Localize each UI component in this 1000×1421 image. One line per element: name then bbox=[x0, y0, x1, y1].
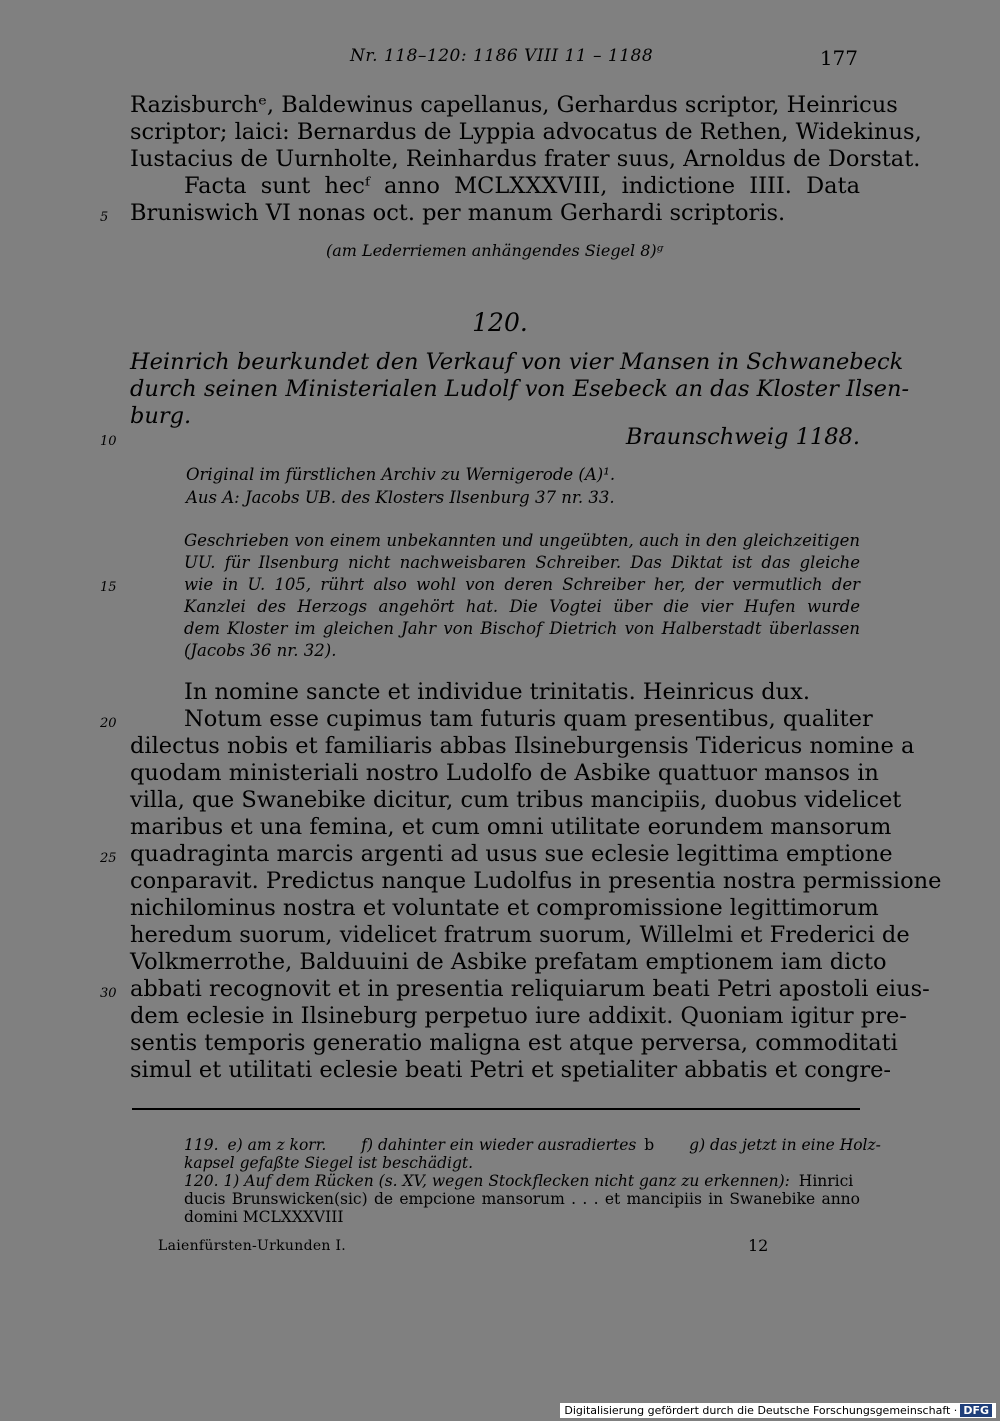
line-number: 15 bbox=[100, 580, 117, 595]
text-line: quodam ministeriali nostro Ludolfo de Asbike quattuor mansos in bbox=[130, 760, 879, 786]
text-line: Notum esse cupimus tam futuris quam presentibus, qualiter bbox=[184, 706, 873, 732]
text-line: Bruniswich VI nonas oct. per manum Gerhardi scriptoris. bbox=[130, 200, 786, 226]
sheet-signature: 12 bbox=[748, 1236, 769, 1255]
credit-text: Digitalisierung gefördert durch die Deutsche Forschungsgemeinschaft · bbox=[564, 1404, 958, 1417]
text-line: maribus et una femina, et cum omni utilitate eorundem mansorum bbox=[130, 814, 892, 840]
commentary-line: UU. für Ilsenburg nicht nachweisbaren Schreiber. Das Diktat ist das gleiche bbox=[184, 553, 860, 572]
footnote-number: 119. bbox=[184, 1136, 219, 1154]
footnote-line bbox=[184, 1173, 860, 1191]
series-title: Laienfürsten-Urkunden I. bbox=[158, 1238, 347, 1254]
page-number: 177 bbox=[819, 46, 858, 70]
text-line: Iustacius de Uurnholte, Reinhardus frater suus, Arnoldus de Dorstat. bbox=[130, 146, 921, 172]
footnote-f-letter: b bbox=[644, 1136, 655, 1154]
text-line: quadraginta marcis argenti ad usus sue eclesie legittima emptione bbox=[130, 841, 893, 867]
footnote-line: domini MCLXXXVIII bbox=[184, 1208, 344, 1226]
text-line: dilectus nobis et familiaris abbas Ilsineburgensis Tidericus nomine a bbox=[130, 733, 915, 759]
commentary-line: (Jacobs 36 nr. 32). bbox=[184, 641, 337, 660]
commentary-line: Geschrieben von einem unbekannten und ungeübten, auch in den gleichzeitigen bbox=[184, 531, 860, 550]
line-number: 20 bbox=[100, 716, 117, 731]
dfg-logo: DFG bbox=[960, 1404, 992, 1417]
line-number: 5 bbox=[100, 210, 109, 225]
text-line: nichilominus nostra et voluntate et compromissione legittimorum bbox=[130, 895, 879, 921]
digitization-credit bbox=[560, 1403, 996, 1418]
regest-line: durch seinen Ministerialen Ludolf von Esebeck an das Kloster Ilsen- bbox=[130, 376, 910, 402]
footnote-rule bbox=[132, 1108, 860, 1110]
text-line: conparavit. Predictus nanque Ludolfus in presentia nostra permissione bbox=[130, 868, 942, 894]
text-line: sentis temporis generatio maligna est atque perversa, commoditati bbox=[130, 1030, 898, 1056]
seal-note: (am Lederriemen anhängendes Siegel 8)ᵍ bbox=[326, 241, 664, 260]
commentary-line: dem Kloster im gleichen Jahr von Bischof Dietrich von Halberstadt überlassen bbox=[184, 619, 860, 638]
commentary-line: wie in U. 105, rührt also wohl von deren Schreiber her, der vermutlich der bbox=[184, 575, 860, 594]
text-line: simul et utilitati eclesie beati Petri et spetialiter abbatis et congre- bbox=[130, 1057, 892, 1083]
text-line: dem eclesie in Ilsineburg perpetuo iure addixit. Quoniam igitur pre- bbox=[130, 1003, 907, 1029]
document-number: 120. bbox=[472, 308, 528, 337]
place-date: Braunschweig 1188. bbox=[625, 424, 860, 450]
text-line: In nomine sancte et individue trinitatis. Heinricus dux. bbox=[184, 679, 811, 705]
running-header bbox=[130, 46, 860, 72]
footnote-120-1-text: Hinrici bbox=[798, 1172, 854, 1190]
header-reference: Nr. 118–120: 1186 VIII 11 – 1188 bbox=[350, 46, 654, 66]
provenance-line: Aus A: Jacobs UB. des Klosters Ilsenburg 37 nr. 33. bbox=[186, 488, 615, 507]
line-number: 25 bbox=[100, 851, 117, 866]
text-line: Volkmerrothe, Balduuini de Asbike prefatam emptionem iam dicto bbox=[130, 949, 887, 975]
footnote-120-1: 120. 1) Auf dem Rücken (s. XV, wegen Stockflecken nicht ganz zu erkennen): bbox=[184, 1172, 790, 1190]
regest-line: burg. bbox=[130, 403, 192, 429]
commentary-line: Kanzlei des Herzogs angehört hat. Die Vogtei über die vier Hufen wurde bbox=[184, 597, 860, 616]
text-line: abbati recognovit et in presentia reliquiarum beati Petri apostoli eius- bbox=[130, 976, 930, 1002]
footnote-line: ducis Brunswicken(sic) de empcione mansorum . . . et mancipiis in Swanebike anno bbox=[184, 1190, 860, 1208]
text-line: heredum suorum, videlicet fratrum suorum, Willelmi et Frederici de bbox=[130, 922, 910, 948]
footnote-e: e) am z korr. bbox=[227, 1136, 327, 1154]
footnote-g: g) das jetzt in eine Holz- bbox=[689, 1136, 881, 1154]
footnote-g-cont: kapsel gefaßte Siegel ist beschädigt. bbox=[184, 1154, 474, 1172]
footnote-f: f) dahinter ein wieder ausradiertes bbox=[361, 1136, 637, 1154]
text-line: Facta sunt hecᶠ anno MCLXXXVIII, indictione IIII. Data bbox=[184, 173, 860, 199]
regest-line: Heinrich beurkundet den Verkauf von vier Mansen in Schwanebeck bbox=[130, 349, 904, 375]
footnote-line bbox=[184, 1155, 860, 1173]
text-line: Razisburchᵉ, Baldewinus capellanus, Gerhardus scriptor, Heinricus bbox=[130, 92, 898, 118]
text-line: villa, que Swanebike dicitur, cum tribus mancipiis, duobus videlicet bbox=[130, 787, 902, 813]
line-number: 10 bbox=[100, 434, 117, 449]
text-line: scriptor; laici: Bernardus de Lyppia advocatus de Rethen, Widekinus, bbox=[130, 119, 922, 145]
provenance-line: Original im fürstlichen Archiv zu Wernigerode (A)¹. bbox=[186, 465, 616, 484]
footnote-line bbox=[184, 1136, 881, 1155]
line-number: 30 bbox=[100, 986, 117, 1001]
